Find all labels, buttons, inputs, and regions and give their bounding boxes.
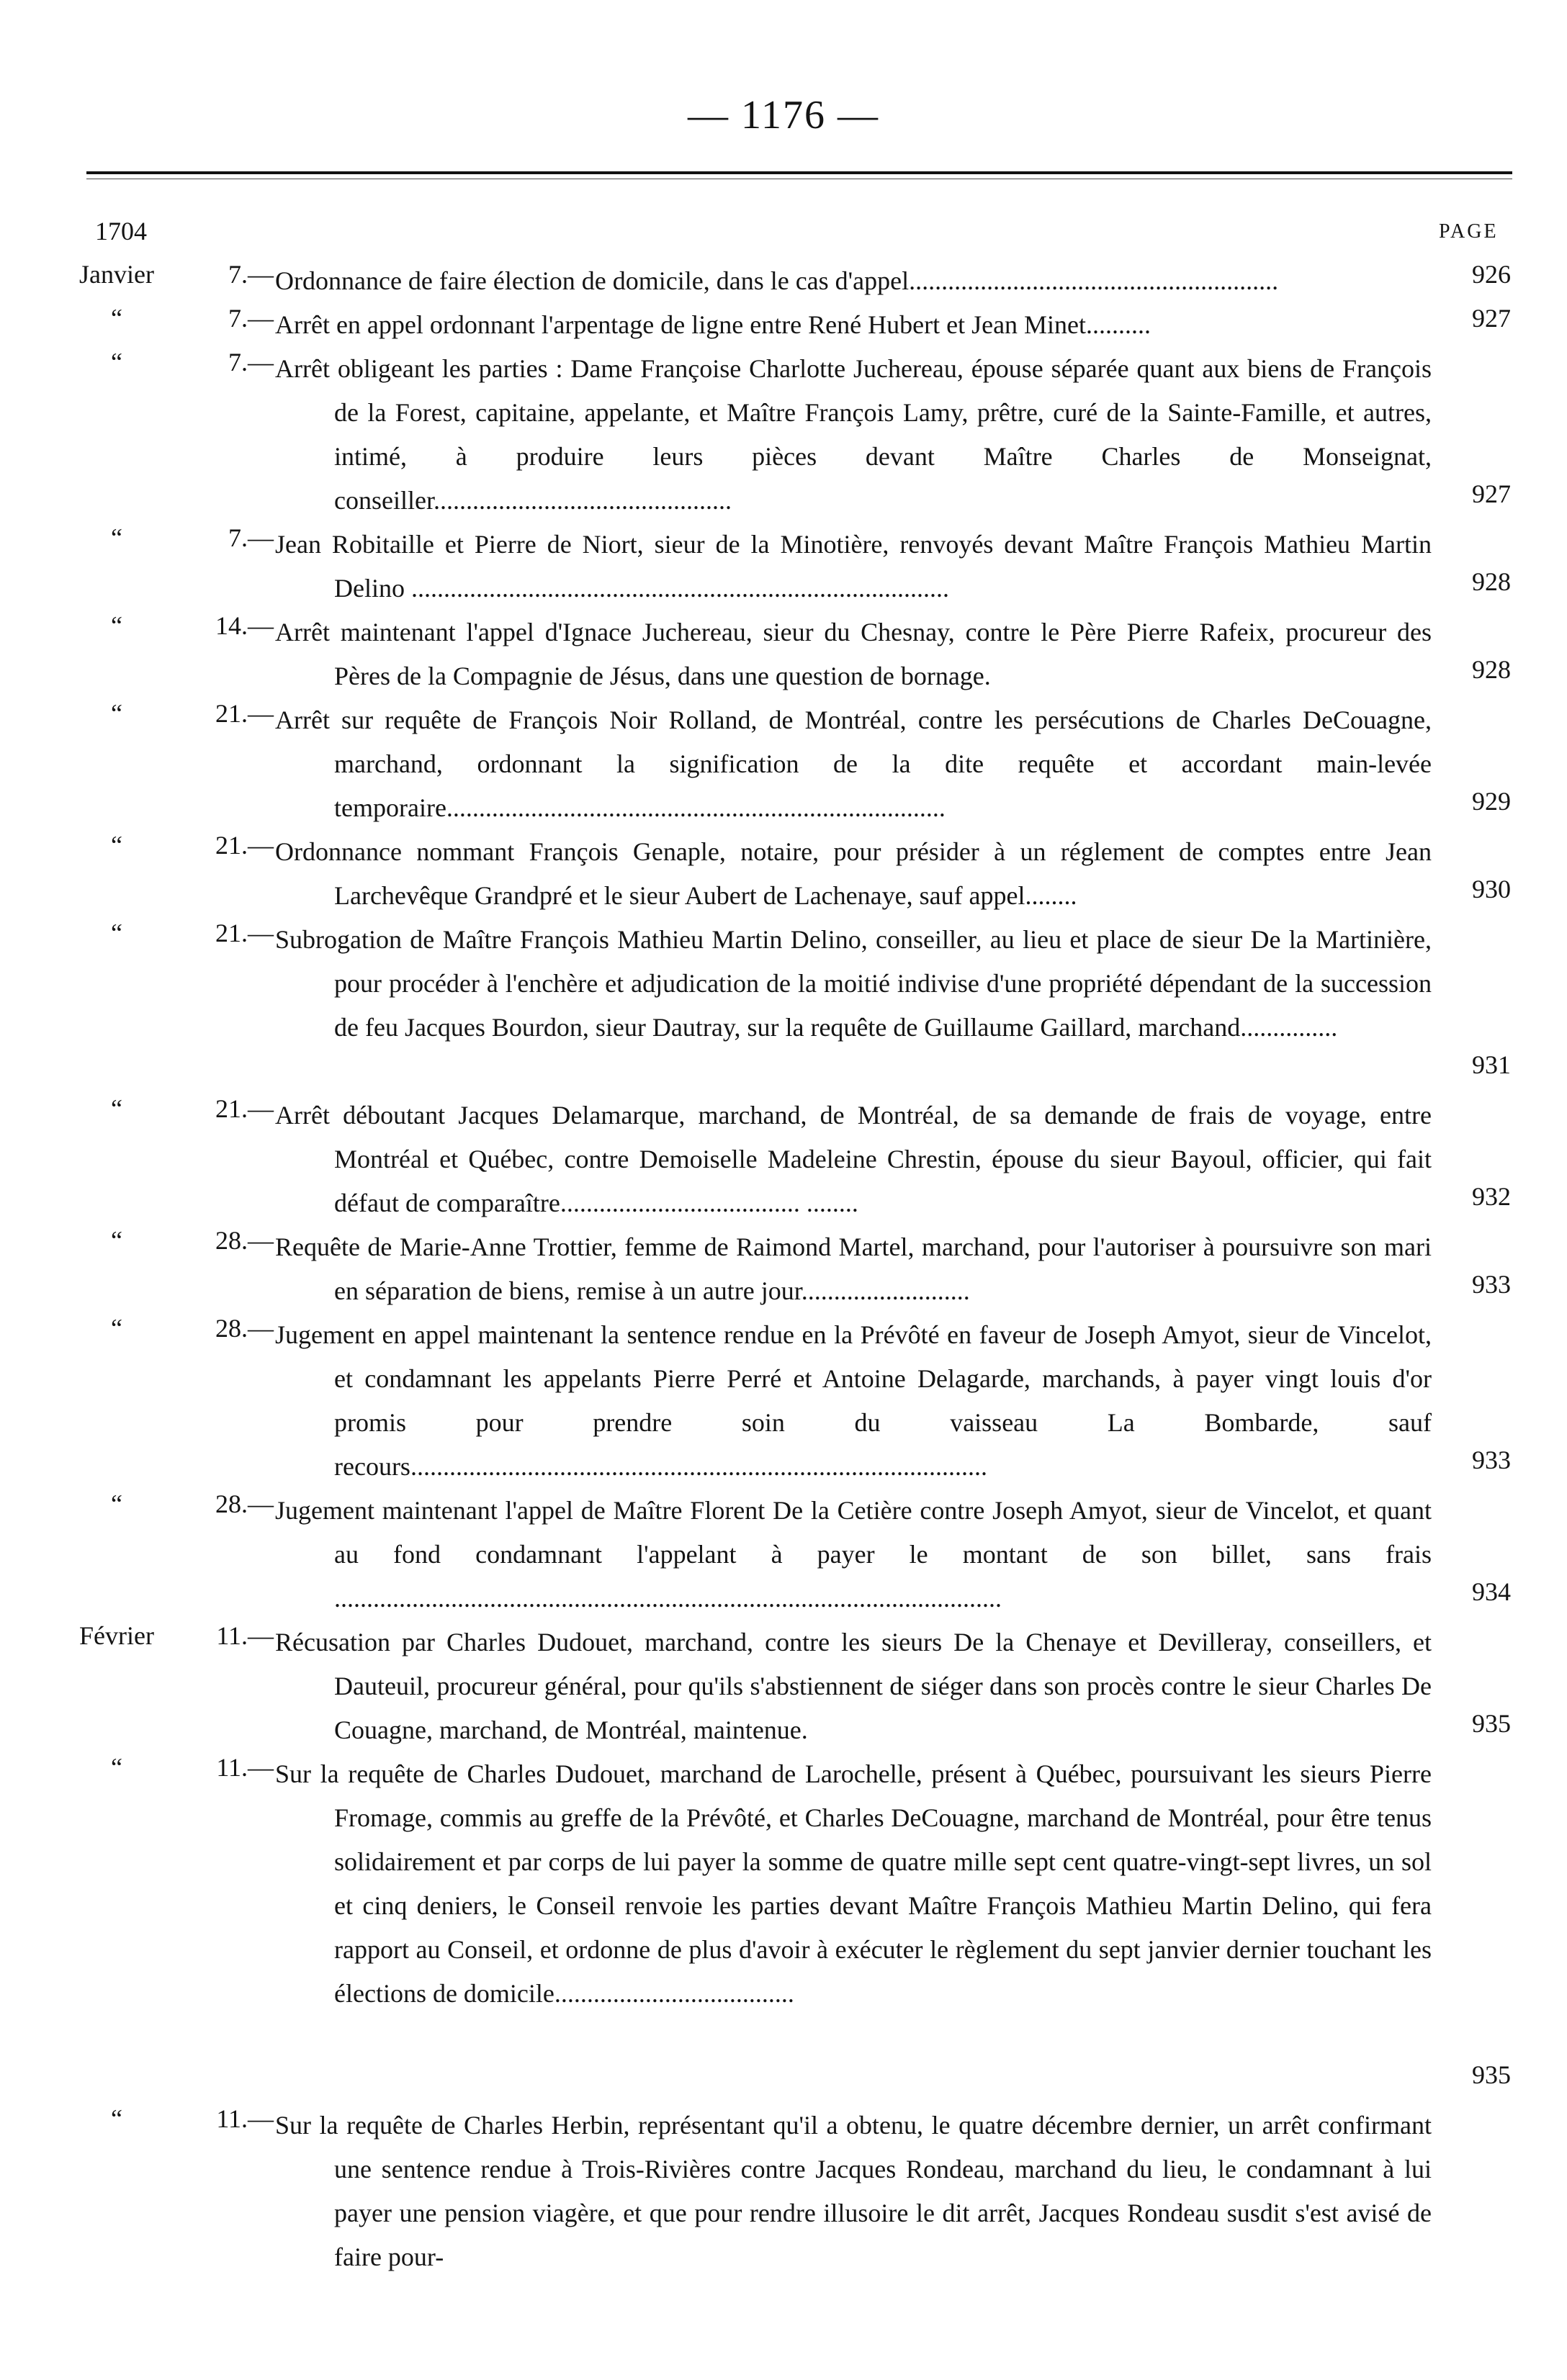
entry-date: 21.—	[215, 699, 274, 728]
entry-text: Jugement en appel maintenant la sentence rendue en la Prévôté en faveur de Joseph Amyot, sieur de Vincelot, et condamnant les appelants Pierre Perré et Antoine Delagarde, marchands, à payer vingt louis d'or promis pour prendre soin du vaisseau La Bombarde, sauf recours.........................................................................................	[275, 1320, 1432, 1481]
header-rule	[86, 171, 1512, 174]
entry-date: 11.—	[216, 1753, 274, 1782]
entry-month: “	[111, 1314, 122, 1343]
entry-month: “	[111, 1753, 122, 1782]
entry-date: 21.—	[215, 1094, 274, 1123]
entry-month: “	[111, 1489, 122, 1518]
entry-month: “	[111, 523, 122, 552]
entry-month: “	[111, 304, 122, 333]
entry-page: 932	[1472, 1182, 1511, 1211]
entry-page: 927	[1472, 479, 1511, 508]
entry-text: Arrêt obligeant les parties : Dame Françoise Charlotte Juchereau, épouse séparée quant aux biens de François de la Forest, capitaine, appelante, et Maître François Lamy, prêtre, curé de la Sainte-Famille, et autres, intimé, à produire leurs pièces devant Maître Charles de Monseignat, conseiller..............................................	[275, 354, 1432, 515]
entry-month: “	[111, 611, 122, 640]
entry-month: “	[111, 919, 122, 947]
entry-month: “	[111, 1226, 122, 1255]
entry-month: “	[111, 1094, 122, 1123]
entry-page: 934	[1472, 1577, 1511, 1606]
entry-date: 28.—	[215, 1489, 274, 1518]
entry-page: 935	[1472, 1709, 1511, 1738]
entry-text: Sur la requête de Charles Dudouet, marchand de Larochelle, présent à Québec, poursuivant les sieurs Pierre Fromage, commis au greffe de la Prévôté, et Charles DeCouagne, marchand de Montréal, pour être tenus solidairement et par corps de lui payer la somme de quatre mille sept cent quatre-vingt-sept livres, un sol et cinq deniers, le Conseil renvoie les parties devant Maître François Mathieu Martin Delino, qui fera rapport au Conseil, et ordonne de plus d'avoir à exécuter le règlement du sept janvier dernier touchant les élections de domicile.....................................	[275, 1759, 1432, 2008]
entry-page: 930	[1472, 875, 1511, 903]
entry-text: Ordonnance de faire élection de domicile, dans le cas d'appel.........................................................	[275, 266, 1279, 295]
year-label: 1704	[95, 217, 147, 245]
entry-text: Arrêt en appel ordonnant l'arpentage de ligne entre René Hubert et Jean Minet..........	[275, 310, 1151, 339]
entry-date: 7.—	[228, 348, 274, 377]
entry-text: Jean Robitaille et Pierre de Niort, sieur de la Minotière, renvoyés devant Maître François Mathieu Martin Delino ...................................................................................	[275, 530, 1432, 603]
entry-page: 933	[1472, 1270, 1511, 1299]
page-number: — 1176 —	[688, 93, 879, 138]
entry-date: 11.—	[216, 2104, 274, 2133]
entry-text: Jugement maintenant l'appel de Maître Florent De la Cetière contre Joseph Amyot, sieur de Vincelot, et quant au fond condamnant l'appelant à payer le montant de son billet, sans frais .......................................................................................................	[275, 1496, 1432, 1613]
entry-month: Février	[79, 1621, 154, 1650]
entry-text: Arrêt sur requête de François Noir Rolland, de Montréal, contre les persécutions de Charles DeCouagne, marchand, ordonnant la signification de la dite requête et accordant main-levée temporaire.............................................................................	[275, 706, 1432, 822]
entry-month: “	[111, 699, 122, 728]
entry-page: 927	[1472, 304, 1511, 333]
entry-date: 7.—	[228, 260, 274, 289]
entry-text: Sur la requête de Charles Herbin, représentant qu'il a obtenu, le quatre décembre dernier, un arrêt confirmant une sentence rendue à Trois-Rivières contre Jacques Rondeau, marchand du lieu, le condamnant à lui payer une pension viagère, et que pour rendre illusoire le dit arrêt, Jacques Rondeau susdit s'est avisé de faire pour-	[275, 2111, 1432, 2271]
entry-page: 928	[1472, 567, 1511, 596]
entry-text: Requête de Marie-Anne Trottier, femme de Raimond Martel, marchand, pour l'autoriser à poursuivre son mari en séparation de biens, remise à un autre jour..........................	[275, 1232, 1432, 1305]
entry-date: 7.—	[228, 304, 274, 333]
entry-page: 926	[1472, 260, 1511, 289]
entry-month: “	[111, 831, 122, 860]
entry-page: 933	[1472, 1446, 1511, 1474]
entry-date: 28.—	[215, 1226, 274, 1255]
entry-text: Arrêt maintenant l'appel d'Ignace Juchereau, sieur du Chesnay, contre le Père Pierre Rafeix, procureur des Pères de la Compagnie de Jésus, dans une question de bornage.	[275, 618, 1432, 690]
entry-page: 931	[1472, 1050, 1511, 1079]
entry-date: 11.—	[216, 1621, 274, 1650]
entry-date: 28.—	[215, 1314, 274, 1343]
entry-date: 21.—	[215, 831, 274, 860]
entry-date: 14.—	[215, 611, 274, 640]
page-column-header: PAGE	[1439, 220, 1499, 243]
entry-text: Récusation par Charles Dudouet, marchand, contre les sieurs De la Chenaye et Devilleray, conseillers, et Dauteuil, procureur général, pour qu'ils s'abstiennent de siéger dans son procès contre le sieur Charles De Couagne, marchand, de Montréal, maintenue.	[275, 1628, 1432, 1744]
entry-text: Ordonnance nommant François Genaple, notaire, pour présider à un réglement de comptes entre Jean Larchevêque Grandpré et le sieur Aubert de Lachenaye, sauf appel........	[275, 837, 1432, 910]
entry-month: “	[111, 2104, 122, 2133]
entry-page: 929	[1472, 787, 1511, 816]
entry-page: 935	[1472, 2060, 1511, 2089]
entry-text: Arrêt déboutant Jacques Delamarque, marchand, de Montréal, de sa demande de frais de voyage, entre Montréal et Québec, contre Demoiselle Madeleine Chrestin, épouse du sieur Bayoul, officier, qui fait défaut de comparaître..................................... ........	[275, 1101, 1432, 1217]
entry-date: 7.—	[228, 523, 274, 552]
entry-month: Janvier	[79, 260, 154, 289]
entry-page: 928	[1472, 655, 1511, 684]
entry-month: “	[111, 348, 122, 377]
entry-date: 21.—	[215, 919, 274, 947]
entry-text: Subrogation de Maître François Mathieu Martin Delino, conseiller, au lieu et place de sieur De la Martinière, pour procéder à l'enchère et adjudication de la moitié indivise d'une propriété dépendant de la succession de feu Jacques Bourdon, sieur Dautray, sur la requête de Guillaume Gaillard, marchand...............	[275, 925, 1432, 1042]
